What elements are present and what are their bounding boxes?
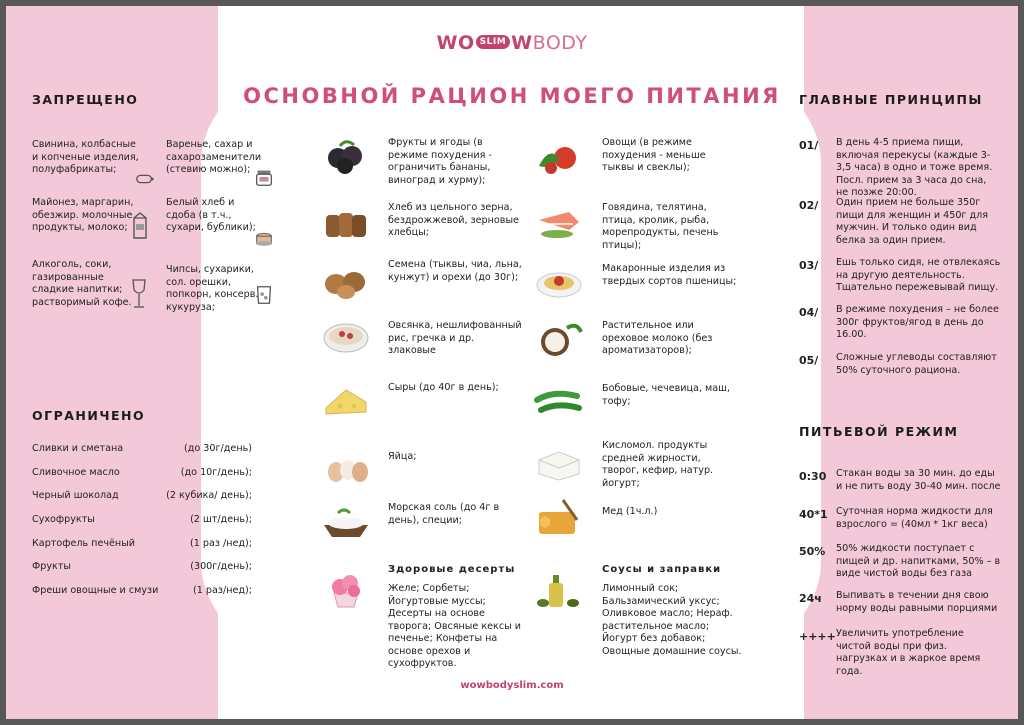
limited-row-name: Картофель печёный (32, 538, 136, 549)
principles-title: ГЛАВНЫЕ ПРИНЦИПЫ (799, 92, 983, 107)
drinking-text: 50% жидкости поступает с пищей и др. напитками, 50% – в виде чистой воды без газа (836, 543, 1001, 579)
food-item-right: Растительное или ореховое молоко (без ароматизаторов); (602, 320, 713, 356)
jam-jar-icon (253, 166, 275, 188)
forbidden-item-3: Майонез, маргарин, обезжир. молочные продукты, молоко; (32, 197, 134, 233)
principle-number: 04/ (799, 306, 819, 319)
drinking-number: 50% (799, 545, 826, 558)
walnuts-icon (320, 260, 372, 302)
principle-text: В день 4-5 приема пищи, включая перекусы (каждые 3-3,5 часа) в одно и тоже время. Посл. прием за 3 часа до сна, не позже 20:00. (836, 137, 993, 198)
drinking-number: 0:30 (799, 470, 827, 483)
fish-icon (533, 200, 585, 242)
limited-row-value: (300г/день); (190, 561, 252, 572)
food-item-left: Морская соль (до 4г в день), специи; (388, 502, 500, 526)
limited-title: ОГРАНИЧЕНО (32, 408, 146, 423)
forbidden-item-6: Чипсы, сухарики, сол. орешки, попкорн, консерв. кукуруза; (166, 264, 259, 313)
limited-row (32, 585, 252, 596)
milk-carton-icon (130, 212, 150, 240)
principle-number: 03/ (799, 259, 819, 272)
limited-row-value: (2 шт/день); (190, 514, 252, 525)
food-item-right: Овощи (в режиме похудения - меньше тыквы и свеклы); (602, 137, 706, 173)
drinking-title: ПИТЬЕВОЙ РЕЖИМ (799, 424, 959, 439)
eggs-icon (320, 446, 372, 488)
forbidden-item-5: Алкоголь, соки, газированные сладкие напитки; растворимый кофе. (32, 259, 132, 308)
limited-row-name: Сухофрукты (32, 514, 95, 525)
desserts-text: Желе; Сорбеты; Йогуртовые муссы; Десерты на основе творога; Овсяные кексы и печенье; Конфеты на основе орехов и сухофруктов. (388, 583, 521, 669)
logo-part3: BODY (532, 32, 588, 54)
chips-bag-icon (253, 284, 275, 306)
principle-text: В режиме похудения – не более 300г фруктов/ягод в день до 16.00. (836, 304, 999, 340)
limited-row-value: (1 раз /нед); (189, 538, 252, 549)
pasta-icon (533, 261, 585, 303)
ice-cream-icon (320, 569, 372, 611)
sausage-icon (134, 168, 156, 190)
limited-row-name: Сливки и сметана (32, 443, 124, 454)
food-item-left: Яйца; (388, 451, 417, 462)
principle-text: Сложные углеводы составляют 50% суточного рациона. (836, 352, 997, 376)
limited-row (32, 561, 252, 572)
drinking-number: 40*1 (799, 508, 828, 521)
limited-row-name: Фреши овощные и смузи (32, 585, 159, 596)
principle-number: 01/ (799, 139, 819, 152)
food-item-left: Сыры (до 40г в день); (388, 382, 499, 393)
forbidden-item-1: Свинина, колбасные и копченые изделия, полуфабрикаты; (32, 139, 139, 175)
vegetables-icon (533, 136, 585, 178)
food-item-right: Мед (1ч.л.) (602, 506, 658, 517)
limited-row (32, 538, 252, 549)
desserts-title: Здоровые десерты (388, 564, 516, 575)
limited-row-name: Фрукты (32, 561, 71, 572)
drinking-number: 24ч (799, 592, 822, 605)
principle-number: 05/ (799, 354, 819, 367)
limited-row (32, 514, 252, 525)
limited-row-value: (до 30г/день) (184, 443, 252, 454)
berries-icon (320, 136, 372, 178)
limited-row-name: Черный шоколад (32, 490, 119, 501)
cottage-cheese-icon (533, 442, 585, 484)
honey-icon (533, 498, 585, 540)
food-item-left: Фрукты и ягоды (в режиме похудения - ограничить бананы, виноград и хурму); (388, 137, 492, 186)
limited-row-value: (2 кубика/ день); (166, 490, 252, 501)
drinking-text: Выпивать в течении дня свою норму воды равными порциями (836, 590, 998, 614)
drinking-text: Стакан воды за 30 мин. до еды и не пить воду 30-40 мин. после (836, 468, 1001, 492)
principle-text: Ешь только сидя, не отвлекаясь на другую деятельность. Тщательно пережевывай пищу. (836, 257, 1001, 293)
food-item-right: Кисломол. продукты средней жирности, творог, кефир, натур. йогурт; (602, 440, 714, 489)
olive-oil-icon (533, 569, 585, 611)
limited-row (32, 443, 252, 454)
drinking-text: Увеличить употребление чистой воды при физ. нагрузках и в жаркое время года. (836, 628, 981, 677)
oatmeal-icon (320, 316, 372, 358)
food-item-right: Говядина, телятина, птица, кролик, рыба, морепродукты, печень птицы); (602, 202, 719, 251)
forbidden-title: ЗАПРЕЩЕНО (32, 92, 139, 107)
food-item-left: Овсянка, нешлифованный рис, гречка и др. злаковые (388, 320, 522, 356)
food-item-right: Бобовые, чечевица, маш, тофу; (602, 383, 730, 407)
sauces-text: Лимонный сок; Бальзамический уксус; Оливковое масло; Нераф. растительное масло; Йогурт без добавок; Овощные домашние соусы. (602, 583, 742, 657)
brand-logo (6, 32, 1018, 54)
food-item-left: Семена (тыквы, чиа, льна, кунжут) и орехи (до 30г); (388, 259, 522, 283)
drinking-number: ++++ (799, 630, 836, 643)
cheese-icon (320, 378, 372, 420)
limited-row-name: Сливочное масло (32, 467, 120, 478)
coconut-icon (533, 318, 585, 360)
principle-text: Один прием не больше 350г пищи для женщин и 450г для мужчин. И только один вид белка за один прием. (836, 197, 989, 246)
drinking-text: Суточная норма жидкости для взрослого = (40мл * 1кг веса) (836, 506, 993, 530)
footer-url[interactable]: wowbodyslim.com (460, 680, 564, 691)
cake-icon (253, 227, 275, 249)
sauces-title: Соусы и заправки (602, 564, 722, 575)
logo-slim-badge: SLIM (476, 35, 511, 49)
logo-part2: W (511, 32, 533, 54)
limited-row-value: (1 раз/нед); (193, 585, 252, 596)
logo-part1: WO (436, 32, 475, 54)
beans-icon (533, 380, 585, 422)
wine-glass-icon (130, 278, 148, 310)
principle-number: 02/ (799, 199, 819, 212)
limited-row (32, 490, 252, 501)
food-item-right: Макаронные изделия из твердых сортов пшеницы; (602, 263, 737, 287)
limited-row-value: (до 10г/день); (180, 467, 252, 478)
limited-row (32, 467, 252, 478)
forbidden-item-4: Белый хлеб и сдоба (в т.ч., сухари, бублики); (166, 197, 256, 233)
page (6, 6, 1018, 719)
bread-icon (320, 203, 372, 245)
food-item-left: Хлеб из цельного зерна, бездрожжевой, зерновые хлебцы; (388, 202, 519, 238)
salt-bowl-icon (320, 503, 372, 545)
forbidden-item-2: Варенье, сахар и сахарозаменители (стевию можно); (166, 139, 262, 175)
page-title: ОСНОВНОЙ РАЦИОН МОЕГО ПИТАНИЯ (243, 84, 781, 108)
